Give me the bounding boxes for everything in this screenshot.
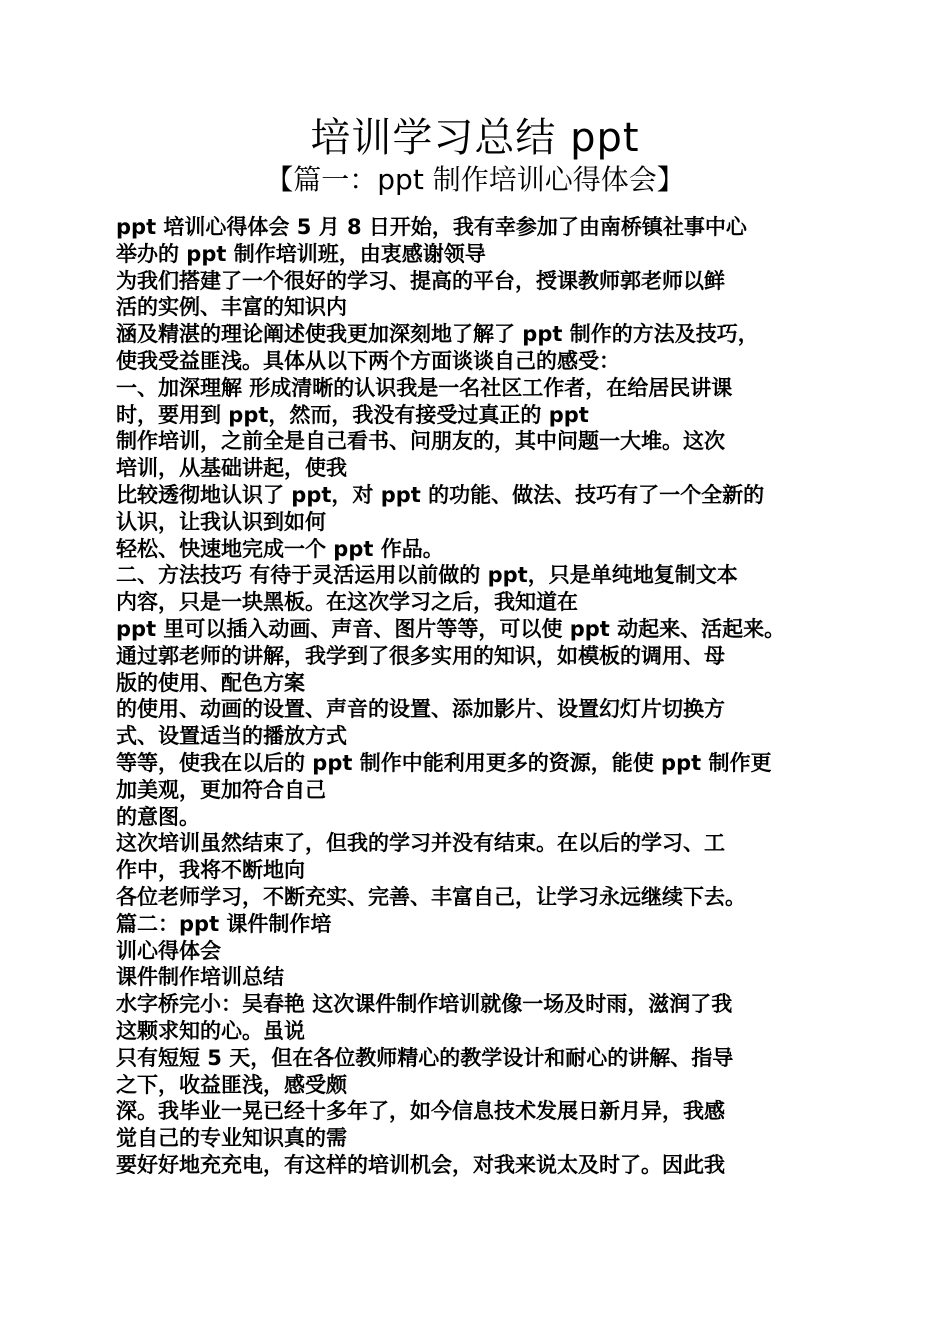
body-line: 版的使用、配色方案	[116, 670, 305, 695]
body-line: 举办的 ppt 制作培训班，由衷感谢领导	[116, 241, 486, 266]
body-line: 加美观，更加符合自己	[116, 777, 326, 802]
body-line: 各位老师学习，不断充实、完善、丰富自己，让学习永远继续下去。	[116, 884, 746, 909]
body-line: 的意图。	[116, 804, 200, 829]
body-line: 深。我毕业一晃已经十多年了，如今信息技术发展日新月异，我感	[116, 1099, 725, 1124]
body-line: 课件制作培训总结	[116, 965, 284, 990]
body-line: 一、加深理解 形成清晰的认识我是一名社区工作者，在给居民讲课	[116, 375, 733, 400]
body-line: 这颗求知的心。虽说	[116, 1018, 305, 1043]
body-line: 作中，我将不断地向	[116, 858, 305, 883]
body-line: 这次培训虽然结束了，但我的学习并没有结束。在以后的学习、工	[116, 831, 725, 856]
body-line: 要好好地充充电，有这样的培训机会，对我来说太及时了。因此我	[116, 1152, 725, 1177]
body-line: ppt 培训心得体会 5 月 8 日开始，我有幸参加了由南桥镇社事中心	[116, 215, 747, 239]
body-line: 培训，从基础讲起，使我	[116, 456, 347, 481]
body-line: 二、方法技巧 有待于灵活运用以前做的 ppt，只是单纯地复制文本	[116, 563, 738, 588]
body-line: 等等，使我在以后的 ppt 制作中能利用更多的资源，能使 ppt 制作更	[116, 750, 772, 775]
body-line: 使我受益匪浅。具体从以下两个方面谈谈自己的感受：	[116, 348, 620, 373]
body-line: 只有短短 5 天，但在各位教师精心的教学设计和耐心的讲解、指导	[116, 1045, 734, 1070]
body-line: 制作培训，之前全是自己看书、问朋友的，其中问题一大堆。这次	[116, 429, 725, 454]
body-line: 的使用、动画的设置、声音的设置、添加影片、设置幻灯片切换方	[116, 697, 725, 722]
body-line: 式、设置适当的播放方式	[116, 724, 347, 749]
body-line: 篇二：ppt 课件制作培	[116, 911, 332, 936]
body-line: 内容，只是一块黑板。在这次学习之后，我知道在	[116, 590, 578, 615]
body-line: 轻松、快速地完成一个 ppt 作品。	[116, 536, 444, 561]
body-line: ppt 里可以插入动画、声音、图片等等，可以使 ppt 动起来、活起来。	[116, 616, 786, 641]
body-line: 觉自己的专业知识真的需	[116, 1126, 347, 1151]
body-line: 水字桥完小：吴春艳 这次课件制作培训就像一场及时雨，滋润了我	[116, 992, 733, 1017]
body-line: 之下，收益匪浅，感受颇	[116, 1072, 347, 1097]
body-line: 活的实例、丰富的知识内	[116, 295, 347, 320]
body-line: 时，要用到 ppt，然而，我没有接受过真正的 ppt	[116, 402, 589, 427]
body-line: 比较透彻地认识了 ppt，对 ppt 的功能、做法、技巧有了一个全新的	[116, 482, 765, 507]
body-line: 训心得体会	[116, 938, 221, 963]
body-line: 认识，让我认识到如何	[116, 509, 326, 534]
body-line: 为我们搭建了一个很好的学习、提高的平台，授课教师郭老师以鲜	[116, 268, 725, 293]
document-title: 培训学习总结 ppt	[310, 115, 640, 161]
document-body	[116, 214, 844, 1179]
document-subtitle: 【篇一：ppt 制作培训心得体会】	[265, 163, 685, 196]
body-line: 涵及精湛的理论阐述使我更加深刻地了解了 ppt 制作的方法及技巧，	[116, 322, 759, 347]
body-line: 通过郭老师的讲解，我学到了很多实用的知识，如模板的调用、母	[116, 643, 725, 668]
